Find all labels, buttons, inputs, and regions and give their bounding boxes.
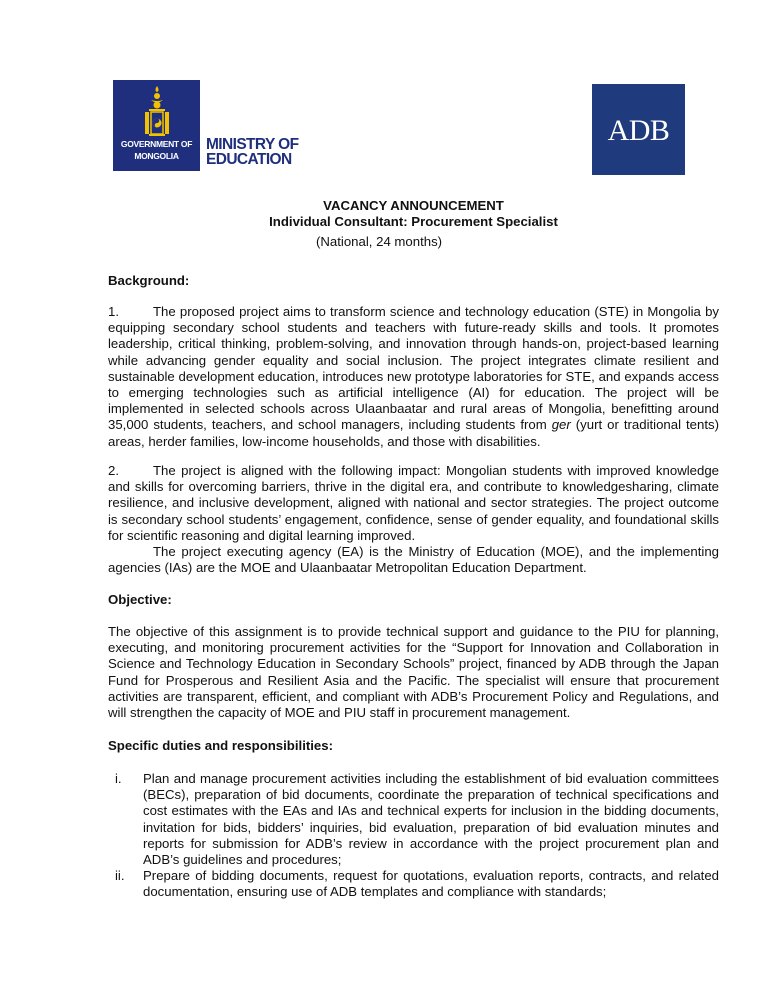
government-of-mongolia-logo — [113, 80, 200, 171]
government-label-line2: MONGOLIA — [134, 151, 179, 161]
soyombo-emblem-icon — [143, 86, 171, 136]
paragraph-text: The project executing agency (EA) is the Ministry of Education (MOE), and the implementing agencies (IAs) are the MOE and Ulaanbaatar Metropolitan Education Department. — [108, 544, 719, 576]
background-paragraph-2 — [108, 463, 719, 544]
adb-logo — [592, 84, 685, 175]
background-paragraph-1 — [108, 304, 719, 450]
duty-item — [108, 868, 719, 900]
adb-logo-text: ADB — [607, 114, 670, 147]
paragraph-text: (yurt or traditional tents) areas, herder families, low-income households, and those with disabilities. — [108, 417, 720, 449]
paragraph-number: 2. — [108, 463, 119, 478]
paragraph-number: 1. — [108, 304, 119, 319]
list-marker: i. — [115, 771, 122, 786]
government-label — [113, 138, 200, 162]
position-title: Individual Consultant: Procurement Specialist — [269, 214, 558, 229]
position-subtitle: (National, 24 months) — [316, 234, 443, 249]
duties-heading: Specific duties and responsibilities: — [108, 738, 333, 753]
duty-item — [108, 771, 719, 868]
list-marker: ii. — [115, 868, 125, 884]
government-label-line1: GOVERNMENT OF — [120, 139, 193, 149]
italic-term: ger — [551, 417, 571, 433]
ministry-of-education-label — [206, 137, 298, 167]
objective-heading: Objective: — [108, 592, 172, 607]
announcement-title: VACANCY ANNOUNCEMENT — [323, 198, 504, 213]
ministry-label-line2: EDUCATION — [206, 151, 292, 168]
paragraph-text: The project is aligned with the following impact: Mongolian students with improved knowledge and skills for overcoming barriers, thrive in the digital era, and contribute to knowledgesharing, climate resilience, and inclusive development, aligned with national and sector strategies. The project outcome is secondary school students’ engagement, confidence, sense of gender equality, and foundational skills for scientific reasoning and digital learning improved. — [108, 463, 719, 543]
duties-list — [108, 771, 719, 901]
duty-text: Plan and manage procurement activities including the establishment of bid evaluation committees (BECs), preparation of bid documents, coordinate the preparation of technical specifications and cost estimates with the EAs and IAs and technical experts for inclusion in the bidding documents, invitation for bids, bidders’ inquiries, bid evaluation, preparation of bid evaluation minutes and reports for submission for ADB’s review in accordance with the project procurement plan and ADB’s guidelines and procedures; — [143, 771, 719, 868]
ministry-label-line1: MINISTRY OF — [206, 136, 299, 153]
paragraph-text: The proposed project aims to transform science and technology education (STE) in Mongolia by equipping secondary school students and teachers with future-ready skills and tools. It promotes leadership, critical thinking, problem-solving, and innovation through hands-on, project-based learning while advancing gender equality and social inclusion. The project integrates climate resilient and sustainable development education, introduces new prototype laboratories for STE, and expands access to emerging technologies such as artificial intelligence (AI) for education. The project will be implemented in selected schools across Ulaanbaatar and rural areas of Mongolia, benefitting around 35,000 students, teachers, and school managers, including students from — [108, 304, 719, 433]
background-heading: Background: — [108, 273, 190, 288]
background-paragraph-3 — [108, 544, 719, 576]
duty-text: Prepare of bidding documents, request for quotations, evaluation reports, contracts, and related documentation, ensuring use of ADB templates and compliance with standards; — [143, 868, 719, 900]
objective-paragraph: The objective of this assignment is to provide technical support and guidance to the PIU for planning, executing, and monitoring procurement activities for the “Support for Innovation and Collaboration in Science and Technology Education in Secondary Schools” project, financed by ADB through the Japan Fund for Prosperous and Resilient Asia and the Pacific. The specialist will ensure that procurement activities are transparent, efficient, and compliant with ADB’s Procurement Policy and Regulations, and will strengthen the capacity of MOE and PIU staff in procurement management. — [108, 624, 719, 721]
